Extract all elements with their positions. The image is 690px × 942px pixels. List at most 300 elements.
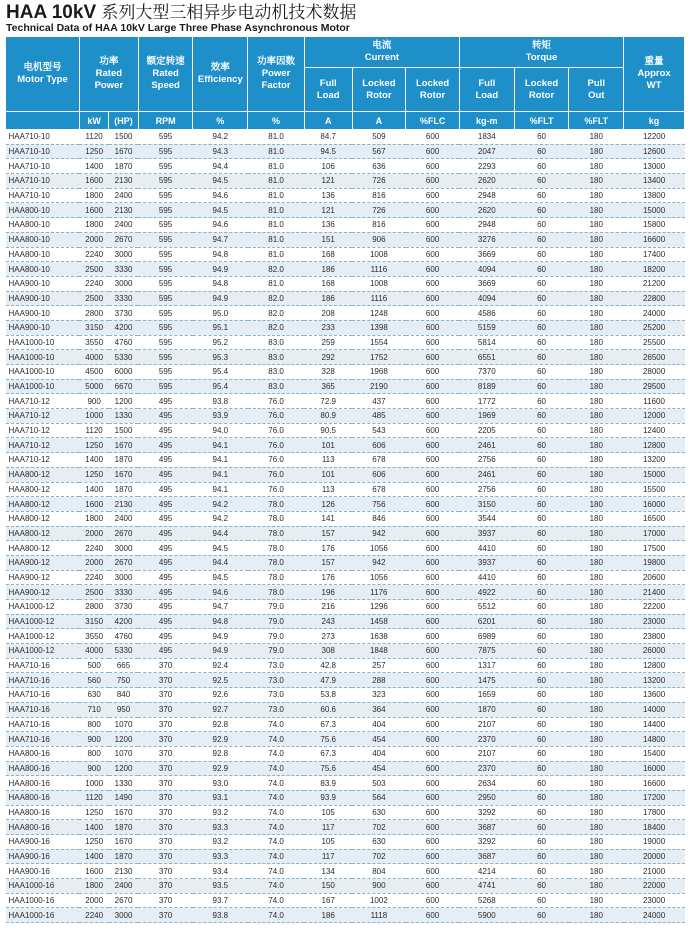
cell-current-locked-rotor-flc: 600	[406, 247, 460, 262]
cell-power-hp: 2400	[109, 218, 138, 233]
table-row	[6, 702, 685, 717]
cell-torque-full-load: 2620	[459, 174, 514, 189]
cell-efficiency: 93.3	[193, 849, 248, 864]
cell-current-locked-rotor: 437	[352, 394, 406, 409]
cell-speed-rpm: 495	[138, 541, 193, 556]
cell-current-locked-rotor: 404	[352, 717, 406, 732]
cell-power-kw: 710	[79, 702, 108, 717]
cell-torque-full-load: 4410	[459, 541, 514, 556]
cell-current-locked-rotor-flc: 600	[406, 409, 460, 424]
header-current-cn: 电流	[372, 40, 392, 51]
cell-efficiency: 94.4	[193, 159, 248, 174]
cell-motor-type: HAA1000-16	[6, 893, 80, 908]
cell-torque-full-load: 2370	[459, 761, 514, 776]
cell-weight: 16600	[624, 232, 685, 247]
cell-torque-full-load: 1870	[459, 702, 514, 717]
header-current-locked-rotor-flc-l2: Rotor	[419, 89, 446, 101]
cell-current-locked-rotor-flc: 600	[406, 276, 460, 291]
cell-current-locked-rotor: 816	[352, 218, 406, 233]
cell-speed-rpm: 495	[138, 438, 193, 453]
cell-power-kw: 4500	[79, 365, 108, 380]
cell-torque-locked-rotor: 60	[514, 673, 569, 688]
header-torque-locked-rotor-l2: Rotor	[528, 89, 555, 101]
cell-current-full-load: 53.8	[304, 688, 352, 703]
header-current-locked-rotor-a-l2: Rotor	[366, 89, 392, 101]
cell-current-locked-rotor-flc: 600	[406, 658, 460, 673]
cell-torque-pull-out: 180	[569, 835, 624, 850]
header-power-factor	[248, 37, 305, 112]
cell-power-factor: 81.0	[248, 144, 305, 159]
cell-current-locked-rotor: 702	[352, 849, 406, 864]
cell-torque-pull-out: 180	[569, 379, 624, 394]
header-unit: (HP)	[109, 112, 138, 130]
cell-current-locked-rotor-flc: 600	[406, 541, 460, 556]
cell-current-locked-rotor-flc: 600	[406, 394, 460, 409]
cell-speed-rpm: 370	[138, 849, 193, 864]
cell-speed-rpm: 595	[138, 174, 193, 189]
cell-power-kw: 1400	[79, 849, 108, 864]
cell-power-kw: 2000	[79, 555, 108, 570]
cell-current-locked-rotor-flc: 600	[406, 262, 460, 277]
cell-power-factor: 81.0	[248, 218, 305, 233]
cell-current-locked-rotor-flc: 600	[406, 585, 460, 600]
cell-current-full-load: 94.5	[304, 144, 352, 159]
cell-torque-full-load: 3276	[459, 232, 514, 247]
cell-current-locked-rotor: 1176	[352, 585, 406, 600]
header-rated-power-en2: Power	[94, 80, 124, 91]
cell-power-factor: 76.0	[248, 467, 305, 482]
cell-power-hp: 4200	[109, 320, 138, 335]
cell-torque-locked-rotor: 60	[514, 453, 569, 468]
cell-torque-locked-rotor: 60	[514, 805, 569, 820]
cell-power-kw: 1120	[79, 423, 108, 438]
cell-current-locked-rotor-flc: 600	[406, 453, 460, 468]
header-weight	[624, 37, 685, 112]
cell-power-kw: 800	[79, 717, 108, 732]
cell-efficiency: 94.9	[193, 629, 248, 644]
cell-torque-full-load: 2107	[459, 746, 514, 761]
cell-speed-rpm: 495	[138, 482, 193, 497]
cell-power-kw: 1000	[79, 409, 108, 424]
cell-power-kw: 1800	[79, 511, 108, 526]
cell-torque-pull-out: 180	[569, 467, 624, 482]
cell-power-factor: 76.0	[248, 438, 305, 453]
cell-power-hp: 3730	[109, 600, 138, 615]
cell-torque-pull-out: 180	[569, 805, 624, 820]
cell-power-factor: 74.0	[248, 761, 305, 776]
header-unit: A	[304, 112, 352, 130]
cell-motor-type: HAA1000-10	[6, 379, 80, 394]
cell-torque-locked-rotor: 60	[514, 350, 569, 365]
cell-current-locked-rotor: 454	[352, 732, 406, 747]
cell-speed-rpm: 370	[138, 908, 193, 923]
cell-power-hp: 3330	[109, 291, 138, 306]
cell-current-full-load: 292	[304, 350, 352, 365]
cell-motor-type: HAA1000-10	[6, 335, 80, 350]
cell-power-kw: 3550	[79, 335, 108, 350]
header-torque-pull-out-l2: Out	[588, 89, 605, 101]
cell-weight: 19000	[624, 835, 685, 850]
cell-torque-locked-rotor: 60	[514, 203, 569, 218]
cell-current-locked-rotor-flc: 600	[406, 717, 460, 732]
cell-efficiency: 94.7	[193, 600, 248, 615]
cell-current-locked-rotor: 509	[352, 130, 406, 145]
cell-current-full-load: 233	[304, 320, 352, 335]
cell-torque-full-load: 3937	[459, 526, 514, 541]
cell-motor-type: HAA710-16	[6, 702, 80, 717]
cell-torque-full-load: 1659	[459, 688, 514, 703]
cell-efficiency: 94.6	[193, 585, 248, 600]
cell-power-kw: 2240	[79, 276, 108, 291]
cell-current-locked-rotor: 1458	[352, 614, 406, 629]
cell-speed-rpm: 495	[138, 526, 193, 541]
cell-efficiency: 94.5	[193, 570, 248, 585]
cell-power-factor: 73.0	[248, 673, 305, 688]
cell-power-factor: 81.0	[248, 247, 305, 262]
cell-torque-full-load: 4410	[459, 570, 514, 585]
cell-torque-locked-rotor: 60	[514, 702, 569, 717]
cell-motor-type: HAA800-10	[6, 203, 80, 218]
cell-current-locked-rotor-flc: 600	[406, 306, 460, 321]
cell-torque-pull-out: 180	[569, 570, 624, 585]
table-row	[6, 218, 685, 233]
cell-current-locked-rotor: 1008	[352, 247, 406, 262]
cell-power-factor: 81.0	[248, 203, 305, 218]
cell-current-locked-rotor: 1118	[352, 908, 406, 923]
cell-torque-locked-rotor: 60	[514, 320, 569, 335]
cell-power-factor: 81.0	[248, 174, 305, 189]
cell-weight: 20000	[624, 849, 685, 864]
cell-speed-rpm: 595	[138, 335, 193, 350]
cell-current-locked-rotor: 942	[352, 526, 406, 541]
cell-speed-rpm: 495	[138, 511, 193, 526]
table-row	[6, 130, 685, 145]
cell-motor-type: HAA710-12	[6, 423, 80, 438]
cell-torque-pull-out: 180	[569, 717, 624, 732]
cell-weight: 16000	[624, 761, 685, 776]
table-row	[6, 423, 685, 438]
cell-current-full-load: 84.7	[304, 130, 352, 145]
cell-torque-pull-out: 180	[569, 732, 624, 747]
cell-power-hp: 3000	[109, 276, 138, 291]
cell-motor-type: HAA710-16	[6, 732, 80, 747]
cell-torque-full-load: 2205	[459, 423, 514, 438]
cell-torque-full-load: 2756	[459, 482, 514, 497]
page-subtitle: Technical Data of HAA 10kV Large Three Phase Asynchronous Motor	[6, 22, 350, 34]
cell-current-full-load: 196	[304, 585, 352, 600]
cell-efficiency: 95.4	[193, 365, 248, 380]
header-current-locked-rotor-a	[352, 68, 406, 112]
cell-efficiency: 93.3	[193, 820, 248, 835]
cell-motor-type: HAA900-12	[6, 555, 80, 570]
cell-torque-pull-out: 180	[569, 188, 624, 203]
cell-current-locked-rotor: 606	[352, 438, 406, 453]
cell-current-locked-rotor: 1554	[352, 335, 406, 350]
cell-power-factor: 78.0	[248, 585, 305, 600]
cell-power-kw: 1800	[79, 188, 108, 203]
cell-current-locked-rotor: 1056	[352, 570, 406, 585]
cell-torque-full-load: 6201	[459, 614, 514, 629]
cell-speed-rpm: 595	[138, 306, 193, 321]
cell-power-kw: 2000	[79, 893, 108, 908]
cell-efficiency: 92.4	[193, 658, 248, 673]
cell-motor-type: HAA900-12	[6, 570, 80, 585]
cell-efficiency: 94.6	[193, 188, 248, 203]
cell-current-locked-rotor: 288	[352, 673, 406, 688]
cell-torque-locked-rotor: 60	[514, 511, 569, 526]
cell-torque-locked-rotor: 60	[514, 306, 569, 321]
cell-current-full-load: 83.9	[304, 776, 352, 791]
header-unit: %FLT	[569, 112, 624, 130]
cell-torque-pull-out: 180	[569, 585, 624, 600]
cell-power-hp: 2130	[109, 497, 138, 512]
cell-speed-rpm: 370	[138, 776, 193, 791]
cell-current-locked-rotor-flc: 600	[406, 291, 460, 306]
header-efficiency-cn: 效率	[210, 62, 230, 73]
cell-torque-full-load: 1317	[459, 658, 514, 673]
cell-efficiency: 95.3	[193, 350, 248, 365]
cell-motor-type: HAA710-12	[6, 394, 80, 409]
cell-torque-pull-out: 180	[569, 130, 624, 145]
table-row	[6, 673, 685, 688]
cell-weight: 29500	[624, 379, 685, 394]
table-row	[6, 365, 685, 380]
cell-speed-rpm: 370	[138, 790, 193, 805]
cell-torque-full-load: 7875	[459, 644, 514, 659]
cell-power-factor: 76.0	[248, 423, 305, 438]
cell-power-hp: 1670	[109, 805, 138, 820]
cell-power-hp: 840	[109, 688, 138, 703]
cell-power-hp: 1070	[109, 746, 138, 761]
header-unit: kW	[79, 112, 108, 130]
cell-power-factor: 76.0	[248, 409, 305, 424]
cell-torque-locked-rotor: 60	[514, 570, 569, 585]
cell-torque-pull-out: 180	[569, 673, 624, 688]
header-unit-blank	[6, 112, 80, 130]
cell-motor-type: HAA710-16	[6, 717, 80, 732]
cell-power-kw: 1400	[79, 482, 108, 497]
cell-torque-full-load: 2461	[459, 438, 514, 453]
header-motor-type-en: Motor Type	[17, 74, 68, 85]
cell-torque-pull-out: 180	[569, 614, 624, 629]
cell-torque-full-load: 3292	[459, 805, 514, 820]
header-torque-locked-rotor	[514, 68, 569, 112]
table-row	[6, 394, 685, 409]
header-torque-en: Torque	[525, 52, 558, 63]
cell-weight: 12400	[624, 423, 685, 438]
cell-torque-locked-rotor: 60	[514, 732, 569, 747]
cell-speed-rpm: 495	[138, 555, 193, 570]
header-rated-speed-en1: Rated	[152, 68, 179, 79]
cell-torque-pull-out: 180	[569, 776, 624, 791]
cell-current-locked-rotor-flc: 600	[406, 423, 460, 438]
cell-weight: 13600	[624, 688, 685, 703]
cell-efficiency: 92.9	[193, 761, 248, 776]
cell-power-hp: 4760	[109, 629, 138, 644]
table-row	[6, 849, 685, 864]
cell-current-full-load: 216	[304, 600, 352, 615]
cell-power-kw: 1400	[79, 159, 108, 174]
cell-current-locked-rotor-flc: 600	[406, 438, 460, 453]
cell-current-locked-rotor-flc: 600	[406, 629, 460, 644]
cell-power-hp: 750	[109, 673, 138, 688]
cell-weight: 17800	[624, 805, 685, 820]
cell-motor-type: HAA1000-12	[6, 600, 80, 615]
cell-power-factor: 83.0	[248, 365, 305, 380]
cell-torque-pull-out: 180	[569, 335, 624, 350]
cell-current-full-load: 105	[304, 835, 352, 850]
cell-weight: 15500	[624, 482, 685, 497]
cell-current-full-load: 113	[304, 482, 352, 497]
cell-torque-pull-out: 180	[569, 511, 624, 526]
cell-current-full-load: 90.5	[304, 423, 352, 438]
cell-torque-locked-rotor: 60	[514, 335, 569, 350]
cell-torque-pull-out: 180	[569, 394, 624, 409]
cell-efficiency: 94.2	[193, 130, 248, 145]
cell-torque-locked-rotor: 60	[514, 174, 569, 189]
cell-current-full-load: 157	[304, 555, 352, 570]
table-row	[6, 761, 685, 776]
cell-power-factor: 83.0	[248, 379, 305, 394]
cell-speed-rpm: 370	[138, 717, 193, 732]
header-current-en: Current	[364, 52, 400, 63]
cell-power-factor: 74.0	[248, 790, 305, 805]
cell-efficiency: 94.8	[193, 614, 248, 629]
cell-torque-full-load: 4214	[459, 864, 514, 879]
cell-power-factor: 76.0	[248, 394, 305, 409]
cell-weight: 17500	[624, 541, 685, 556]
cell-current-full-load: 243	[304, 614, 352, 629]
cell-torque-locked-rotor: 60	[514, 232, 569, 247]
cell-current-full-load: 157	[304, 526, 352, 541]
cell-current-full-load: 75.6	[304, 761, 352, 776]
cell-current-locked-rotor: 503	[352, 776, 406, 791]
cell-motor-type: HAA1000-16	[6, 908, 80, 923]
cell-weight: 16000	[624, 497, 685, 512]
cell-power-hp: 2670	[109, 526, 138, 541]
header-rated-power	[79, 37, 138, 112]
cell-weight: 24000	[624, 908, 685, 923]
cell-current-full-load: 151	[304, 232, 352, 247]
cell-current-full-load: 365	[304, 379, 352, 394]
cell-power-kw: 900	[79, 394, 108, 409]
cell-torque-locked-rotor: 60	[514, 262, 569, 277]
cell-current-locked-rotor-flc: 600	[406, 893, 460, 908]
cell-torque-pull-out: 180	[569, 555, 624, 570]
cell-power-hp: 1670	[109, 467, 138, 482]
table-row	[6, 144, 685, 159]
cell-torque-pull-out: 180	[569, 306, 624, 321]
header-units-row	[6, 112, 685, 130]
table-row	[6, 467, 685, 482]
cell-current-locked-rotor-flc: 600	[406, 203, 460, 218]
cell-power-kw: 1120	[79, 130, 108, 145]
cell-power-kw: 900	[79, 761, 108, 776]
cell-power-hp: 6000	[109, 365, 138, 380]
cell-motor-type: HAA800-10	[6, 232, 80, 247]
cell-power-factor: 74.0	[248, 776, 305, 791]
table-row	[6, 379, 685, 394]
cell-torque-full-load: 2634	[459, 776, 514, 791]
cell-current-locked-rotor: 1248	[352, 306, 406, 321]
cell-speed-rpm: 595	[138, 379, 193, 394]
cell-torque-full-load: 8189	[459, 379, 514, 394]
cell-weight: 23000	[624, 893, 685, 908]
cell-torque-full-load: 7370	[459, 365, 514, 380]
cell-weight: 14800	[624, 732, 685, 747]
cell-speed-rpm: 495	[138, 394, 193, 409]
cell-efficiency: 92.6	[193, 688, 248, 703]
cell-power-factor: 74.0	[248, 864, 305, 879]
cell-speed-rpm: 595	[138, 320, 193, 335]
cell-speed-rpm: 370	[138, 879, 193, 894]
cell-speed-rpm: 595	[138, 203, 193, 218]
cell-power-factor: 74.0	[248, 835, 305, 850]
cell-torque-pull-out: 180	[569, 644, 624, 659]
header-unit: RPM	[138, 112, 193, 130]
cell-efficiency: 95.1	[193, 320, 248, 335]
cell-torque-locked-rotor: 60	[514, 365, 569, 380]
cell-current-locked-rotor: 630	[352, 835, 406, 850]
cell-motor-type: HAA900-10	[6, 291, 80, 306]
cell-efficiency: 94.5	[193, 174, 248, 189]
cell-motor-type: HAA800-16	[6, 820, 80, 835]
cell-speed-rpm: 595	[138, 262, 193, 277]
table-row	[6, 511, 685, 526]
cell-power-factor: 73.0	[248, 702, 305, 717]
cell-current-locked-rotor-flc: 600	[406, 673, 460, 688]
table-row	[6, 585, 685, 600]
header-torque	[459, 37, 623, 68]
cell-weight: 15400	[624, 746, 685, 761]
cell-power-kw: 1600	[79, 864, 108, 879]
cell-power-hp: 4760	[109, 335, 138, 350]
cell-motor-type: HAA800-16	[6, 805, 80, 820]
cell-power-factor: 78.0	[248, 497, 305, 512]
table-row	[6, 306, 685, 321]
cell-power-hp: 1070	[109, 717, 138, 732]
cell-current-locked-rotor-flc: 600	[406, 130, 460, 145]
cell-power-hp: 5330	[109, 644, 138, 659]
cell-current-full-load: 117	[304, 820, 352, 835]
header-rated-power-en1: Rated	[95, 68, 123, 79]
table-row	[6, 776, 685, 791]
cell-torque-pull-out: 180	[569, 658, 624, 673]
cell-power-kw: 1800	[79, 218, 108, 233]
cell-motor-type: HAA800-10	[6, 262, 80, 277]
cell-current-full-load: 168	[304, 247, 352, 262]
cell-current-locked-rotor-flc: 600	[406, 688, 460, 703]
cell-power-factor: 74.0	[248, 746, 305, 761]
cell-torque-full-load: 1969	[459, 409, 514, 424]
cell-torque-locked-rotor: 60	[514, 130, 569, 145]
cell-efficiency: 93.5	[193, 879, 248, 894]
cell-current-locked-rotor: 900	[352, 879, 406, 894]
cell-weight: 15000	[624, 467, 685, 482]
cell-torque-pull-out: 180	[569, 702, 624, 717]
cell-weight: 11600	[624, 394, 685, 409]
cell-power-factor: 74.0	[248, 732, 305, 747]
cell-torque-pull-out: 180	[569, 688, 624, 703]
cell-current-locked-rotor: 567	[352, 144, 406, 159]
table-row	[6, 159, 685, 174]
cell-current-locked-rotor: 1968	[352, 365, 406, 380]
cell-current-locked-rotor: 1116	[352, 291, 406, 306]
cell-motor-type: HAA710-12	[6, 453, 80, 468]
cell-current-locked-rotor: 804	[352, 864, 406, 879]
table-row	[6, 335, 685, 350]
cell-power-factor: 81.0	[248, 232, 305, 247]
